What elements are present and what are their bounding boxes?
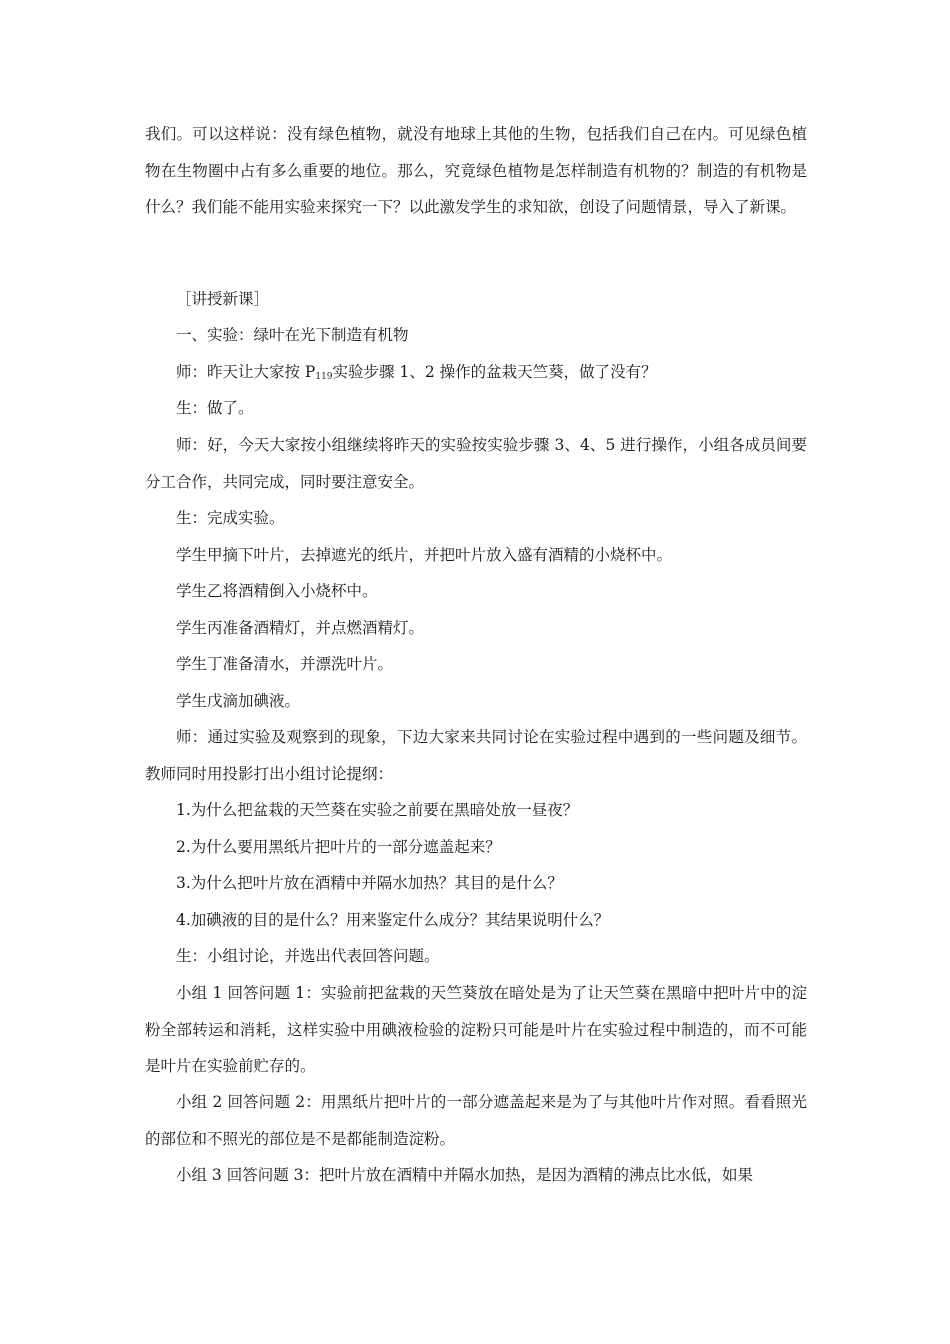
student-complete-paragraph: 生：完成实验。 — [176, 509, 285, 527]
group-2-answer: 小组 2 回答问题 2：用黑纸片把叶片的一部分遮盖起来是为了与其他叶片作对照。看看照光的部位和不照光的部位是不是都能制造淀粉。 — [145, 1093, 807, 1148]
question-1: 1.为什么把盆栽的天竺葵在实验之前要在黑暗处放一昼夜？ — [176, 801, 579, 819]
teacher-discussion-paragraph: 师：通过实验及观察到的现象，下边大家来共同讨论在实验过程中遇到的一些问题及细节。教师同时用投影打出小组讨论提纲： — [145, 728, 807, 783]
intro-paragraph: 我们。可以这样说：没有绿色植物，就没有地球上其他的生物，包括我们自己在内。可见绿色植物在生物圈中占有多么重要的地位。那么，究竟绿色植物是怎样制造有机物的？制造的有机物是什么？我们能不能用实验来探究一下？以此激发学生的求知欲，创设了问题情景，导入了新课。 — [145, 125, 807, 216]
student-b-paragraph: 学生乙将酒精倒入小烧杯中。 — [176, 582, 378, 600]
question-2: 2.为什么要用黑纸片把叶片的一部分遮盖起来？ — [176, 838, 501, 856]
section-label: ［讲授新课］ — [176, 290, 270, 308]
section-heading: 一、实验：绿叶在光下制造有机物 — [176, 326, 409, 344]
student-a-paragraph: 学生甲摘下叶片，去掉遮光的纸片，并把叶片放入盛有酒精的小烧杯中。 — [176, 546, 673, 564]
student-d-paragraph: 学生丁准备清水，并漂洗叶片。 — [176, 655, 394, 673]
student-reply-paragraph: 生：做了。 — [176, 399, 254, 417]
group-3-answer: 小组 3 回答问题 3：把叶片放在酒精中并隔水加热，是因为酒精的沸点比水低，如果 — [176, 1166, 754, 1184]
question-3: 3.为什么把叶片放在酒精中并隔水加热？其目的是什么？ — [176, 874, 563, 892]
teacher-instruction-paragraph: 师：好，今天大家按小组继续将昨天的实验按实验步骤 3、4、5 进行操作，小组各成员间要分工合作，共同完成，同时要注意安全。 — [145, 436, 807, 491]
student-discussion-paragraph: 生：小组讨论，并选出代表回答问题。 — [176, 947, 440, 965]
question-4: 4.加碘液的目的是什么？用来鉴定什么成分？其结果说明什么？ — [176, 911, 610, 929]
teacher-question-text-end: 实验步骤 1、2 操作的盆栽天竺葵，做了没有？ — [332, 363, 657, 381]
student-c-paragraph: 学生丙准备酒精灯，并点燃酒精灯。 — [176, 619, 425, 637]
page-ref-subscript: 119 — [315, 372, 333, 382]
group-1-answer: 小组 1 回答问题 1：实验前把盆栽的天竺葵放在暗处是为了让天竺葵在黑暗中把叶片中的淀粉全部转运和消耗，这样实验中用碘液检验的淀粉只可能是叶片在实验过程中制造的，而不可能是叶片在实验前贮存的。 — [145, 984, 807, 1075]
teacher-question-text: 师：昨天让大家按 P — [176, 363, 316, 381]
student-e-paragraph: 学生戊滴加碘液。 — [176, 692, 301, 710]
